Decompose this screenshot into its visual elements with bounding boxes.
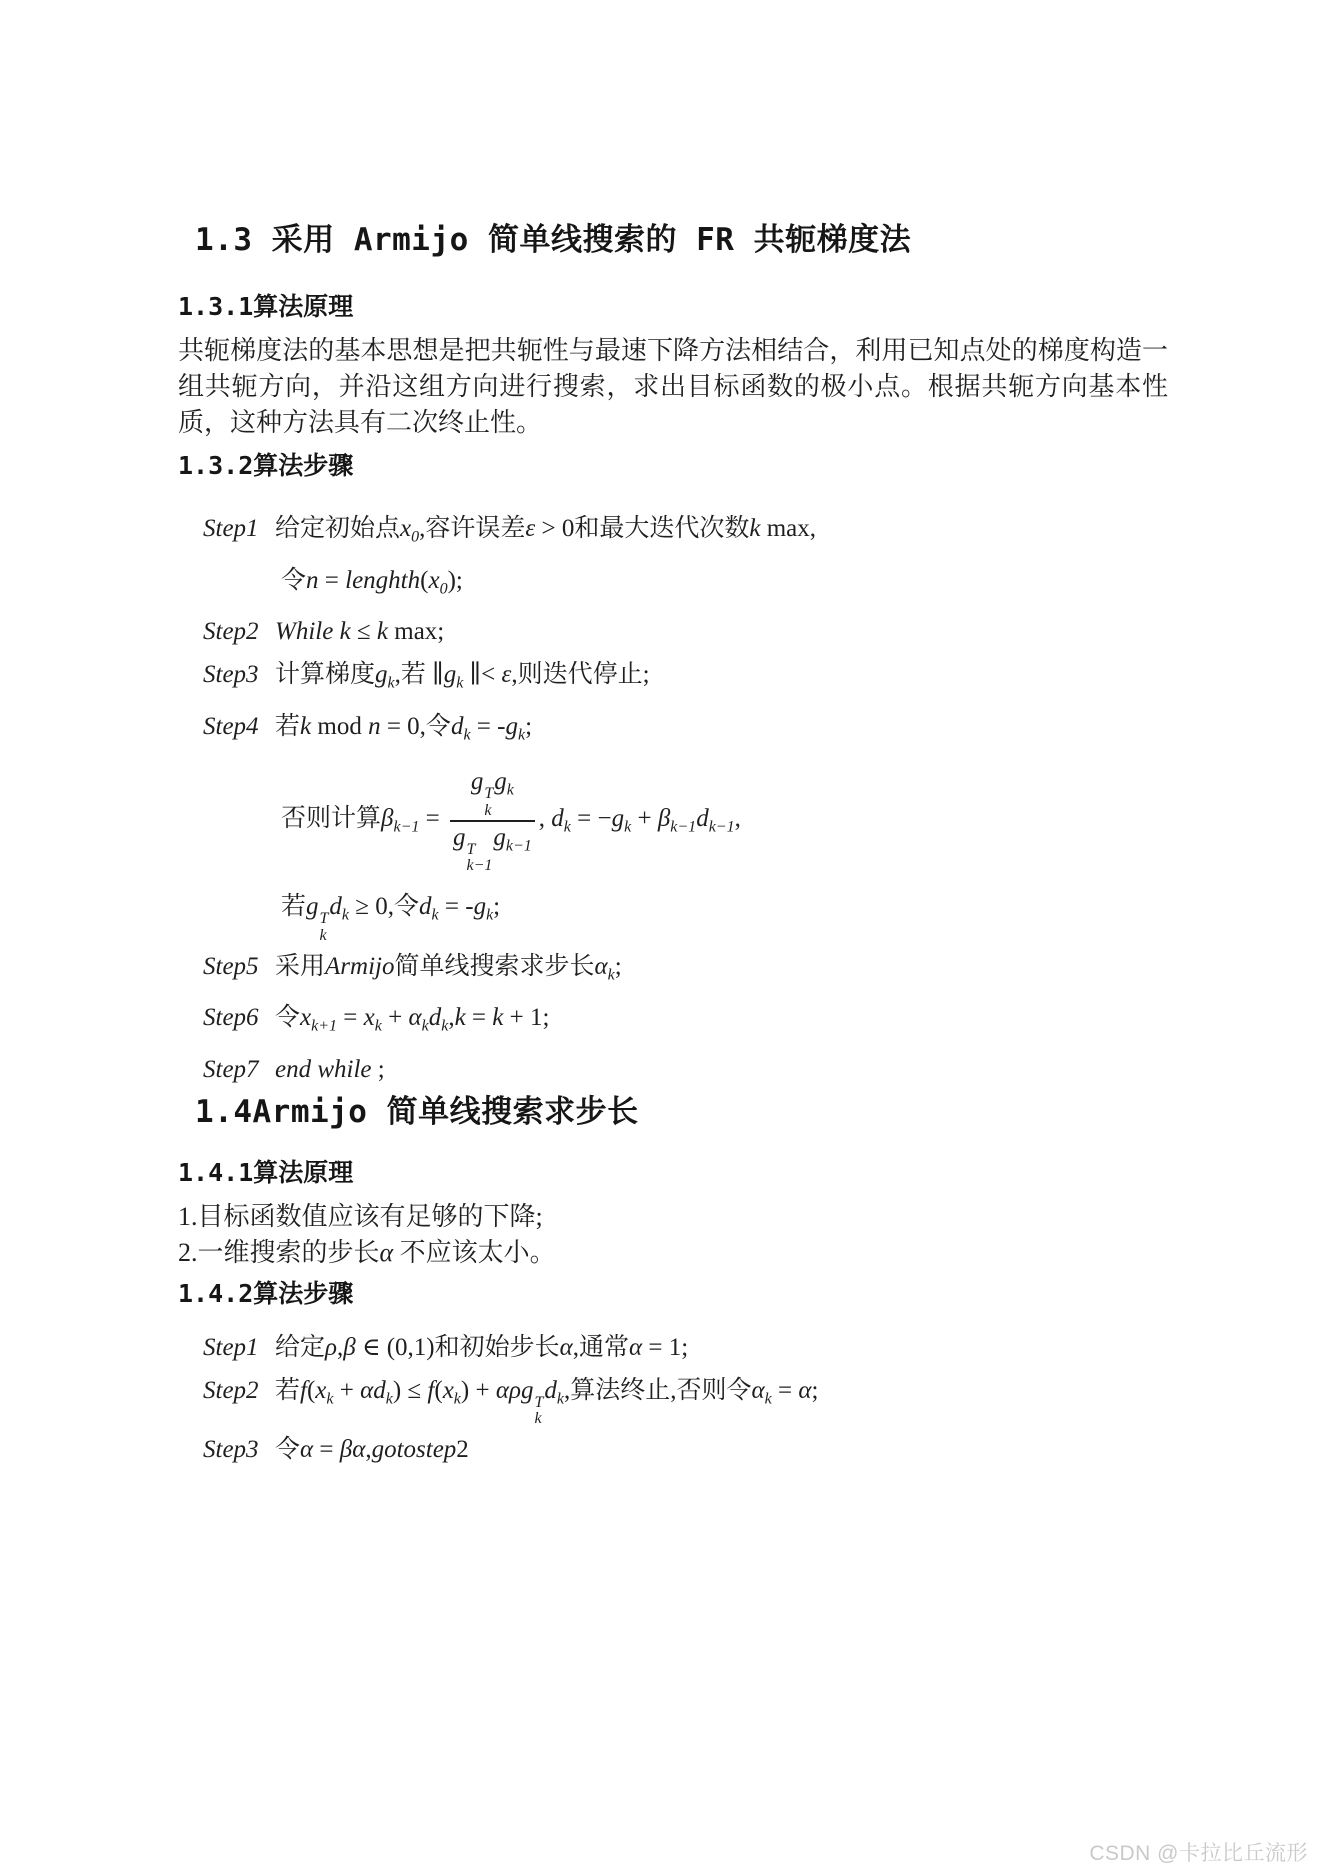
step-label: Step2 (203, 1376, 259, 1404)
step-row (203, 996, 1168, 1048)
step-formula: 令α = βα,gotostep2 (275, 1436, 469, 1464)
step-row (203, 1326, 1168, 1369)
section-1-4-2-heading: 1.4.2算法步骤 (178, 1278, 354, 1308)
principle-item: 2.一维搜索的步长α 不应该太小。 (178, 1237, 556, 1267)
step-formula: end while ; (275, 1055, 385, 1083)
step-row (203, 610, 1168, 653)
step-label: Step1 (203, 1333, 259, 1361)
step-label: Step6 (203, 1004, 259, 1032)
section-1-4-title: 1.4Armijo 简单线搜索求步长 (195, 1093, 639, 1130)
step-formula: 若k mod n = 0,令$d_k = -g_k$; (275, 712, 533, 744)
step-formula: 令$n = lenghth(x_0)$; (281, 566, 463, 598)
csdn-watermark: CSDN @卡拉比丘流形 (1089, 1842, 1308, 1865)
step-formula: 采用Armijo简单线搜索求步长$\alpha_k$; (275, 952, 622, 984)
step-row (203, 705, 1168, 757)
step-label: Step1 (203, 515, 259, 542)
step-formula: 令$x_{k+1} = x_k + \alpha_kd_k,k = k + 1$; (275, 1004, 550, 1035)
step-row (203, 766, 1168, 875)
step-formula: 给定初始点$x_0$,容许误差ε > 0和最大迭代次数k max, (275, 515, 817, 546)
step-row (203, 559, 1168, 611)
step-row (203, 1369, 1168, 1428)
section-1-3-1-heading: 1.3.1算法原理 (178, 292, 354, 321)
algorithm-steps-1-4-2 (203, 1326, 1168, 1471)
step-row (203, 1428, 1168, 1471)
section-1-3-2-heading: 1.3.2算法步骤 (178, 451, 354, 480)
section-1-4-1-heading: 1.4.1算法原理 (178, 1157, 354, 1187)
step-row (203, 653, 1168, 705)
step-formula: 计算梯度$g_k$,若 $\parallel g_k$ ∥< ε,则迭代停止; (275, 661, 650, 692)
principle-item: 1.目标函数值应该有足够的下降; (178, 1201, 543, 1231)
step-formula: 否则计算$\beta_{k-1}$ = g T k $g_k$ g T k−1 $g_{k-1}$ , $d_k = -g_k + \beta_{k-1}d_{k-1}$, (281, 768, 741, 875)
step-label: Step3 (203, 661, 259, 689)
principle-paragraph: 共轭梯度法的基本思想是把共轭性与最速下降方法相结合，利用已知点处的梯度构造一组共轭方向，并沿这组方向进行搜索，求出目标函数的极小点。根据共轭方向基本性质，这种方法具有二次终止性。 (178, 336, 1168, 437)
step-label: Step4 (203, 712, 259, 740)
principle-list (178, 1199, 1168, 1271)
document-content (178, 222, 1168, 1471)
step-formula: 若$f(x_k + \alpha d_k) \le f(x_k) + \alpha\rho g$ T k $d_k$,算法终止,否则令$\alpha_k = \alpha$; (275, 1376, 819, 1428)
section-1-3-title: 1.3 采用 Armijo 简单线搜索的 FR 共轭梯度法 (195, 222, 912, 258)
step-formula: 给定ρ,β ∈ (0,1)和初始步长α,通常α = 1; (275, 1333, 689, 1361)
step-row (203, 1048, 1168, 1091)
step-formula: While k ≤ k max; (275, 618, 445, 646)
step-label: Step5 (203, 952, 259, 980)
step-row (203, 507, 1168, 559)
step-formula: 若g T k $d_k \ge 0$,令$d_k = -g_k$; (281, 893, 501, 944)
step-row (203, 945, 1168, 997)
step-label: Step3 (203, 1436, 259, 1464)
step-label: Step2 (203, 618, 259, 646)
step-row (203, 885, 1168, 944)
step-label: Step7 (203, 1055, 259, 1083)
algorithm-steps-1-3-2 (203, 507, 1168, 1091)
